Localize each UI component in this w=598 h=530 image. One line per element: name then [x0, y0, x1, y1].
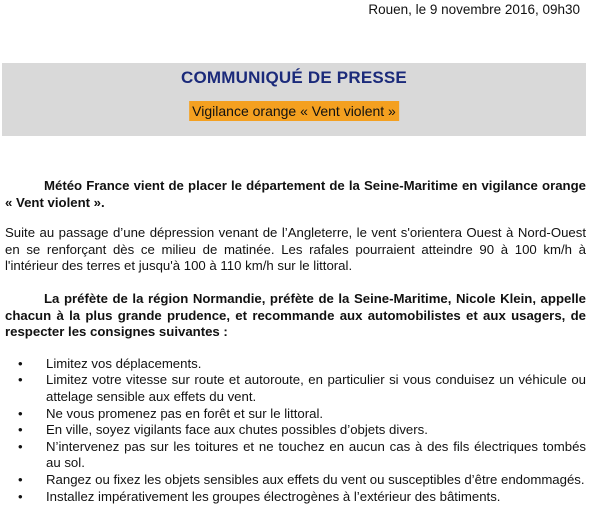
press-release-body — [5, 178, 586, 505]
list-item: • Installez impérativement les groupes électrogènes à l’extérieur des bâtiments. — [5, 489, 586, 506]
forecast-paragraph: Suite au passage d’une dépression venant de l’Angleterre, le vent s'orientera Ouest à Nord-Ouest en se renforçant dès ce milieu de matinée. Les rafales pourraient atteindre 90 à 100 km/h à l'intérieur des terres et jusqu'à 100 à 110 km/h sur le littoral. — [5, 225, 586, 274]
intro-paragraph: Météo France vient de placer le département de la Seine-Maritime en vigilance orange « Vent violent ». — [5, 178, 586, 210]
list-item: • N’intervenez pas sur les toitures et ne touchez en aucun cas à des fils électriques tombés au sol. — [5, 439, 586, 472]
list-item: • Ne vous promenez pas en forêt et sur le littoral. — [5, 406, 586, 423]
list-item: • Limitez vos déplacements. — [5, 356, 586, 373]
vigilance-label: Vigilance orange « Vent violent » — [189, 101, 399, 121]
list-item: • Limitez votre vitesse sur route et autoroute, en particulier si vous conduisez un véhicule ou attelage sensible aux effets du vent. — [5, 372, 586, 405]
banner-title: COMMUNIQUÉ DE PRESSE — [181, 68, 407, 87]
list-item: • En ville, soyez vigilants face aux chutes possibles d’objets divers. — [5, 422, 586, 439]
dateline: Rouen, le 9 novembre 2016, 09h30 — [368, 2, 580, 17]
safety-instructions-list — [5, 356, 586, 505]
list-item: • Rangez ou fixez les objets sensibles aux effets du vent ou susceptibles d’être endommagés. — [5, 472, 586, 489]
press-release-banner — [2, 63, 586, 136]
prefect-paragraph: La préfète de la région Normandie, préfète de la Seine-Maritime, Nicole Klein, appelle chacun à la plus grande prudence, et recommande aux automobilistes et aux usagers, de respecter les consignes suivantes : — [5, 290, 586, 340]
